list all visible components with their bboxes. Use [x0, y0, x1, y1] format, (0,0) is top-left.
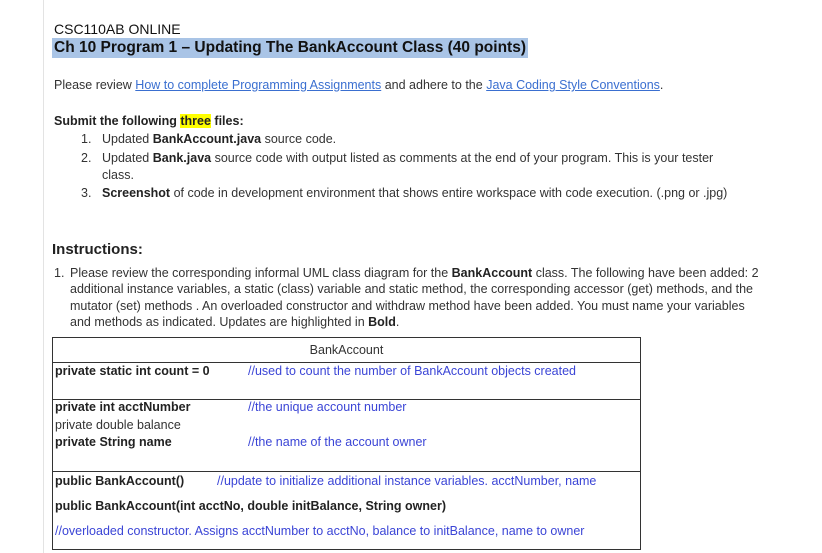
list-item	[81, 151, 714, 165]
file-name: Screenshot	[102, 186, 171, 200]
default-constructor: public BankAccount()	[55, 474, 185, 488]
list-item	[81, 132, 337, 146]
uml-row	[55, 418, 638, 436]
list-item-continuation: class.	[102, 168, 134, 182]
paragraph-text: .	[395, 314, 400, 329]
uml-row	[55, 435, 638, 453]
list-item	[81, 186, 728, 200]
paragraph-text: Please review the corresponding informal UML class diagram for the	[70, 266, 452, 280]
static-comment: //used to count the number of BankAccount objects created	[248, 364, 576, 378]
instructions-heading: Instructions:	[52, 241, 143, 258]
paragraph-text: class. The following have been added: 2 additional instance variables, a static (class) variable and static method, the corresponding accessor (get) methods, and the mutator (set) methods . An overloaded constructor and withdraw method have been added. You must name your variables and methods as indicated. Updates are highlighted in	[70, 266, 759, 329]
list-number: 2.	[81, 151, 92, 165]
list-text: Updated	[102, 132, 153, 146]
list-text: source code.	[261, 132, 337, 146]
file-name: Bank.java	[152, 151, 212, 165]
uml-class-diagram	[52, 337, 641, 550]
instructions-paragraph	[54, 265, 766, 330]
uml-static-section	[53, 363, 641, 400]
uml-row	[55, 474, 638, 499]
intro-prefix: Please review	[54, 78, 136, 92]
list-text: source code with output listed as comments at the end of your program. This is your tester	[211, 151, 714, 165]
list-text: of code in development environment that shows entire workspace with code execution. (.png or .jpg)	[170, 186, 728, 200]
acct-number-comment: //the unique account number	[248, 400, 407, 414]
submit-heading	[54, 114, 244, 128]
coding-style-link[interactable]: Java Coding Style Conventions	[486, 78, 660, 92]
acct-number-field: private int acctNumber	[55, 400, 191, 414]
balance-field: private double balance	[55, 417, 181, 432]
list-number: 3.	[81, 186, 92, 200]
overloaded-constructor-comment: //overloaded constructor. Assigns acctNumber to acctNo, balance to initBalance, name to owner	[55, 524, 585, 538]
list-number: 1.	[81, 132, 92, 146]
static-variable: private static int count = 0	[55, 364, 210, 378]
highlighted-count: three	[180, 114, 211, 128]
paragraph-number: 1.	[54, 266, 65, 280]
assignment-title: Ch 10 Program 1 – Updating The BankAccount Class (40 points)	[54, 39, 526, 56]
intro-suffix: .	[659, 78, 664, 92]
list-text: Updated	[102, 151, 153, 165]
file-name: BankAccount.java	[152, 132, 262, 146]
class-name-bold: BankAccount	[451, 266, 533, 280]
submit-suffix: files:	[210, 114, 244, 128]
uml-fields-section	[53, 400, 641, 472]
name-field: private String name	[55, 435, 172, 449]
course-label: CSC110AB ONLINE	[54, 21, 181, 37]
default-constructor-comment: //update to initialize additional instance variables. acctNumber, name	[217, 474, 597, 488]
submit-prefix: Submit the following	[54, 114, 181, 128]
overloaded-constructor: public BankAccount(int acctNo, double initBalance, String owner)	[55, 499, 447, 513]
intro-line	[54, 78, 663, 92]
uml-class-name: BankAccount	[53, 338, 641, 363]
bold-word: Bold	[368, 314, 396, 329]
uml-row	[55, 364, 638, 382]
intro-middle: and adhere to the	[381, 78, 487, 92]
uml-methods-section	[53, 472, 641, 550]
uml-row	[55, 400, 638, 418]
uml-row	[55, 499, 638, 524]
document-page	[43, 0, 822, 553]
programming-assignments-link[interactable]: How to complete Programming Assignments	[135, 78, 382, 92]
name-comment: //the name of the account owner	[248, 435, 427, 449]
